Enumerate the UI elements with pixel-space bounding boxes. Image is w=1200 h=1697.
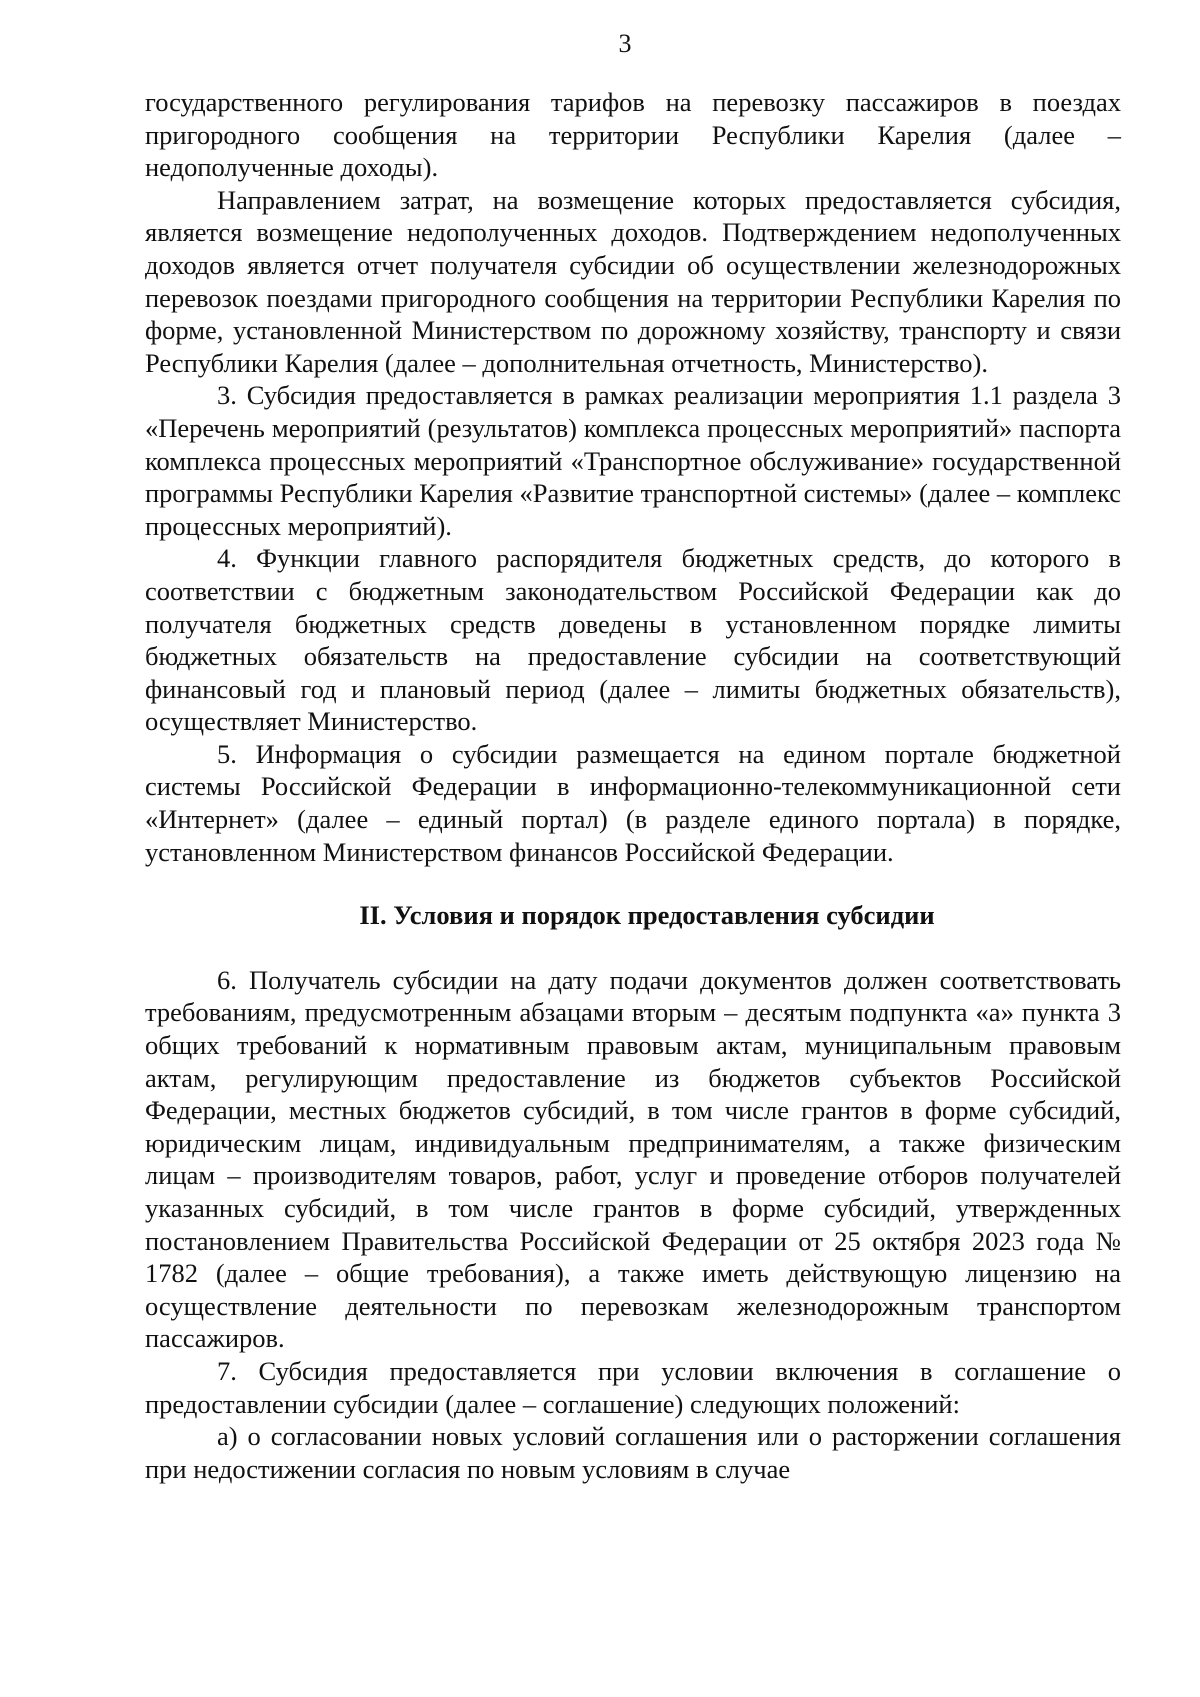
paragraph-item-3: 3. Субсидия предоставляется в рамках реализации мероприятия 1.1 раздела 3 «Перечень мероприятий (результатов) комплекса процессных мероприятий» паспорта комплекса процессных мероприятий «Транспортное обслуживание» государственной программы Республики Карелия «Развитие транспортной системы» (далее – комплекс процессных мероприятий).: [145, 380, 1121, 541]
paragraph-item-5: 5. Информация о субсидии размещается на едином портале бюджетной системы Российской Федерации в информационно-телекоммуникационной сети «Интернет» (далее – единый портал) (в разделе единого портала) в порядке, установленном Министерством финансов Российской Федерации.: [145, 738, 1121, 867]
paragraph-item-6: 6. Получатель субсидии на дату подачи документов должен соответствовать требованиям, предусмотренным абзацами вторым – десятым подпункта «а» пункта 3 общих требований к нормативным правовым актам, муниципальным правовым актам, регулирующим предоставление из бюджетов субъектов Российской Федерации, местных бюджетов субсидий, в том числе грантов в форме субсидий, юридическим лицам, индивидуальным предпринимателям, а также физическим лицам – производителям товаров, работ, услуг и проведение отборов получателей указанных субсидий, в том числе грантов в форме субсидий, утвержденных постановлением Правительства Российской Федерации от 25 октября 2023 года № 1782 (далее – общие требования), а также иметь действующую лицензию на осуществление деятельности по перевозкам железнодорожным транспортом пассажиров.: [145, 964, 1121, 1354]
spacer: [145, 932, 1121, 964]
page-number: 3: [618, 29, 632, 58]
spacer: [145, 868, 1121, 899]
paragraph-cost-direction: Направлением затрат, на возмещение которых предоставляется субсидия, является возмещение недополученных доходов. Подтверждением недополученных доходов является отчет получателя субсидии об осуществлении железнодорожных перевозок поездами пригородного сообщения на территории Республики Карелия по форме, установленной Министерством по дорожному хозяйству, транспорту и связи Республики Карелия (далее – дополнительная отчетность, Министерство).: [145, 184, 1121, 378]
paragraph-continuation: государственного регулирования тарифов на перевозку пассажиров в поездах пригородного сообщения на территории Республики Карелия (далее – недополученные доходы).: [145, 87, 1121, 183]
paragraph-item-4: 4. Функции главного распорядителя бюджетных средств, до которого в соответствии с бюджетным законодательством Российской Федерации как до получателя бюджетных средств доведены в установленном порядке лимиты бюджетных обязательств на предоставление субсидии на соответствующий финансовый год и плановый период (далее – лимиты бюджетных обязательств), осуществляет Министерство.: [145, 543, 1121, 737]
paragraph-item-7: 7. Субсидия предоставляется при условии включения в соглашение о предоставлении субсидии (далее – соглашение) следующих положений:: [145, 1355, 1121, 1419]
document-body: [145, 86, 1121, 1485]
paragraph-subitem-a: а) о согласовании новых условий соглашения или о расторжении соглашения при недостижении согласия по новым условиям в случае: [145, 1421, 1121, 1484]
section-heading: II. Условия и порядок предоставления субсидии: [359, 900, 935, 931]
